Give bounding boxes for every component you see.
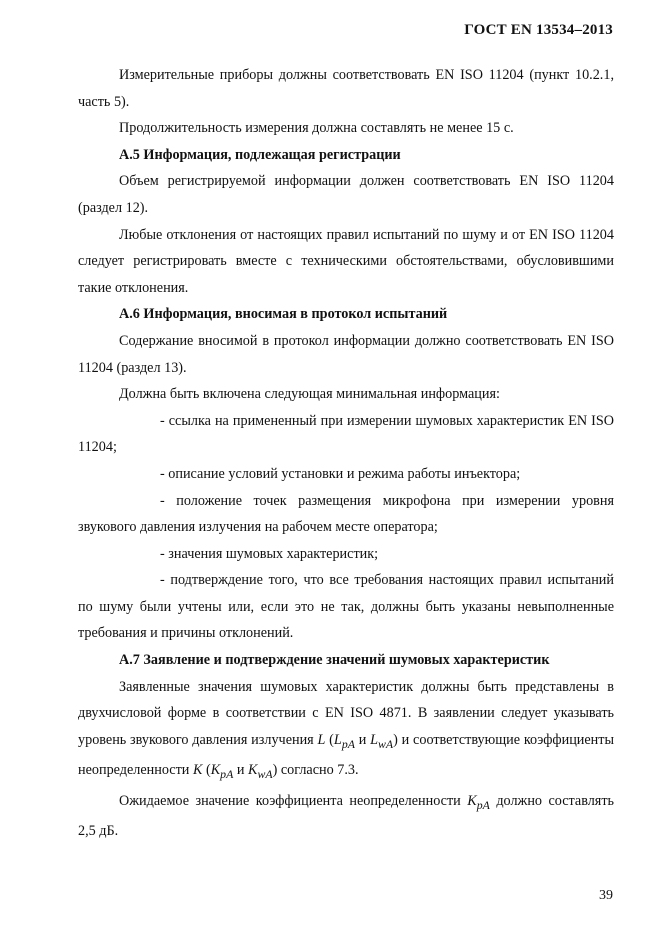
var-subscript: pA bbox=[476, 797, 490, 812]
section-heading-a5: А.5 Информация, подлежащая регистрации bbox=[119, 146, 401, 163]
paragraph-declared-values bbox=[78, 674, 614, 788]
text-run: должно составлять 2,5 дБ. bbox=[78, 792, 614, 840]
text-run: ) согласно 7.3. bbox=[272, 762, 359, 779]
var-subscript: wA bbox=[257, 767, 273, 782]
list-item: - значения шумовых характеристик; bbox=[160, 545, 379, 562]
paragraph-registered-info: Объем регистрируемой информации должен соответствовать EN ISO 11204 (раздел 12). bbox=[78, 173, 614, 216]
var-main: K bbox=[210, 762, 221, 779]
paragraph-minimal-info: Должна быть включена следующая минимальная информация: bbox=[119, 386, 500, 403]
var-main: K bbox=[467, 792, 477, 809]
text-run: и bbox=[233, 762, 248, 779]
var-main: L bbox=[370, 731, 379, 748]
list-item: - ссылка на примененный при измерении шумовых характеристик EN ISO 11204; bbox=[78, 412, 614, 456]
text-run: и bbox=[354, 731, 371, 748]
list-item: - положение точек размещения микрофона при измерении уровня звукового давления излучения на рабочем месте оператора; bbox=[78, 492, 614, 536]
var-kpa bbox=[467, 792, 490, 812]
paragraph-measuring-instruments: Измерительные приборы должны соответствовать EN ISO 11204 (пункт 10.2.1, часть 5). bbox=[78, 67, 614, 110]
list-item: - подтверждение того, что все требования настоящих правил испытаний по шуму были учтены или, если это не так, должны быть указаны невыполненные требования и причины отклонений. bbox=[78, 572, 614, 642]
text-run: ( bbox=[325, 731, 334, 748]
text-run: Заявленные значения шумовых характеристик должны быть представлены в двухчисловой форме в соответствии с EN ISO 4871. В заявлении следует указывать уровень звукового давления излучения bbox=[78, 678, 614, 748]
var-kwa bbox=[248, 762, 273, 782]
var-l: L bbox=[317, 731, 326, 748]
paragraph-deviations: Любые отклонения от настоящих правил испытаний по шуму и от EN ISO 11204 следует регистрировать вместе с техническими обстоятельствами, обусловившими такие отклонения. bbox=[78, 226, 614, 296]
page-number: 39 bbox=[599, 888, 613, 903]
paragraph-expected-uncertainty bbox=[78, 788, 614, 845]
paragraph-measurement-duration: Продолжительность измерения должна составлять не менее 15 с. bbox=[119, 120, 514, 137]
var-k: K bbox=[192, 762, 203, 779]
var-subscript: pA bbox=[220, 767, 234, 782]
document-body bbox=[78, 62, 614, 845]
section-heading-a7: А.7 Заявление и подтверждение значений шумовых характеристик bbox=[119, 652, 550, 669]
var-subscript: wA bbox=[378, 736, 394, 751]
text-run: ( bbox=[202, 762, 211, 779]
text-run: Ожидаемое значение коэффициента неопределенности bbox=[119, 792, 468, 809]
var-lpa bbox=[333, 731, 355, 751]
var-main: L bbox=[333, 731, 342, 748]
var-main: K bbox=[248, 762, 258, 779]
var-kpa bbox=[210, 762, 234, 782]
text-run: ) и соответствующие коэффициенты неопределенности bbox=[78, 731, 615, 779]
document-header-standard: ГОСТ EN 13534–2013 bbox=[464, 22, 613, 38]
var-lwa bbox=[370, 731, 394, 751]
section-heading-a6: А.6 Информация, вносимая в протокол испытаний bbox=[119, 306, 448, 323]
list-item: - описание условий установки и режима работы инъектора; bbox=[160, 465, 521, 482]
paragraph-protocol-content: Содержание вносимой в протокол информации должно соответствовать EN ISO 11204 (раздел 13). bbox=[78, 332, 614, 376]
var-subscript: pA bbox=[341, 736, 355, 751]
